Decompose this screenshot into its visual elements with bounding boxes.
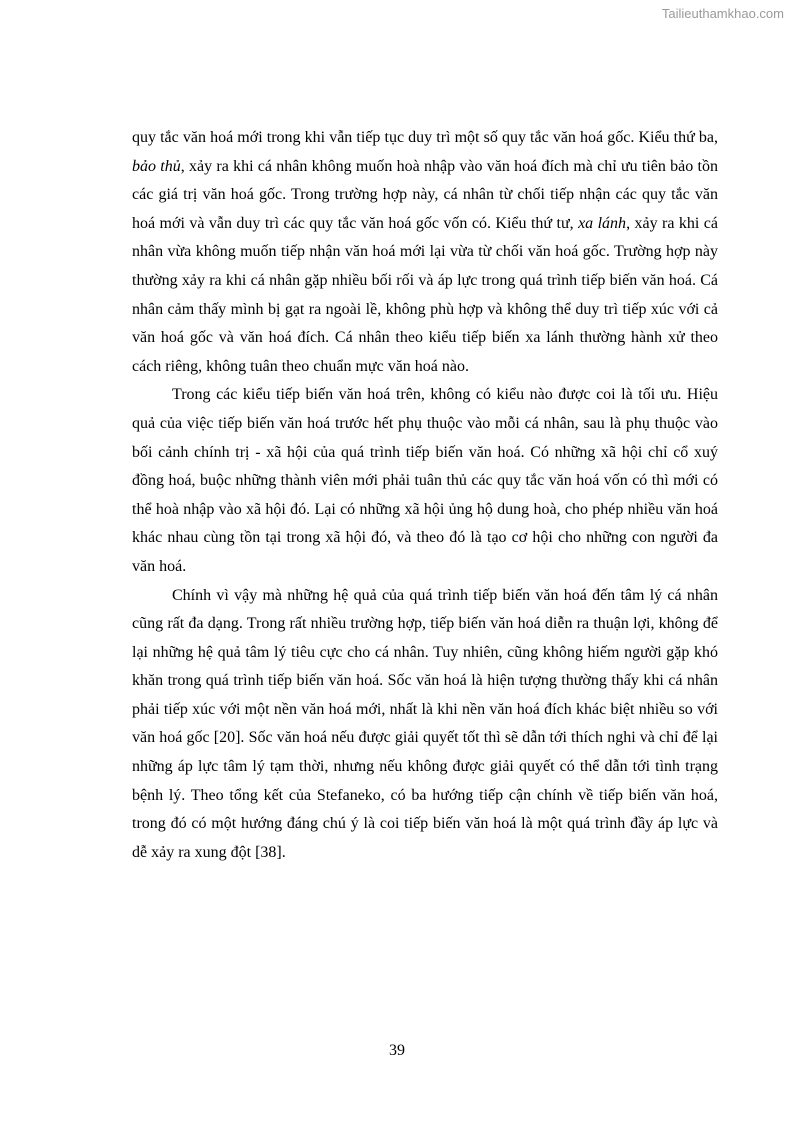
italic-term: xa lánh — [578, 214, 627, 232]
text-run: , xảy ra khi cá nhân vừa không muốn tiếp nhận văn hoá mới lại vừa từ chối văn hoá gốc. Trường hợp này thường xảy ra khi cá nhân gặp nhiều bối rối và áp lực trong quá trình tiếp biến văn hoá. Cá nhân cảm thấy mình bị gạt ra ngoài lề, không phù hợp và không thể duy trì tiếp xúc với cả văn hoá gốc và văn hoá đích. Cá nhân theo kiểu tiếp biến xa lánh thường hành xử theo cách riêng, không tuân theo chuẩn mực văn hoá nào. — [132, 214, 719, 375]
text-run: Chính vì vậy mà những hệ quả của quá trình tiếp biến văn hoá đến tâm lý cá nhân cũng rất đa dạng. Trong rất nhiều trường hợp, tiếp biến văn hoá diễn ra thuận lợi, không để lại những hệ quả tâm lý tiêu cực cho cá nhân. Tuy nhiên, cũng không hiếm người gặp khó khăn trong quá trình tiếp biến văn hoá. Sốc văn hoá là hiện tượng thường thấy khi cá nhân phải tiếp xúc với một nền văn hoá mới, nhất là khi nền văn hoá đích khác biệt nhiều so với văn hoá gốc [20]. Sốc văn hoá nếu được giải quyết tốt thì sẽ dẫn tới thích nghi và chỉ để lại những áp lực tâm lý tạm thời, nhưng nếu không được giải quyết có thể dẫn tới tình trạng bệnh lý. Theo tổng kết của Stefaneko, có ba hướng tiếp cận chính về tiếp biến văn hoá, trong đó có một hướng đáng chú ý là coi tiếp biến văn hoá là một quá trình đầy áp lực và dễ xảy ra xung đột [38]. — [132, 586, 718, 861]
paragraph — [132, 381, 718, 581]
paragraph — [132, 124, 718, 381]
text-run: Trong các kiểu tiếp biến văn hoá trên, không có kiểu nào được coi là tối ưu. Hiệu quả của việc tiếp biến văn hoá trước hết phụ thuộc vào mỗi cá nhân, sau là phụ thuộc vào bối cảnh chính trị - xã hội của quá trình tiếp biến văn hoá. Có những xã hội chỉ cổ xuý đồng hoá, buộc những thành viên mới phải tuân thủ các quy tắc văn hoá vốn có thì mới có thể hoà nhập vào xã hội đó. Lại có những xã hội ủng hộ dung hoà, cho phép nhiều văn hoá khác nhau cùng tồn tại trong xã hội đó, và theo đó là tạo cơ hội cho những con người đa văn hoá. — [132, 386, 718, 575]
page-number: 39 — [389, 1042, 405, 1059]
italic-term: bảo thủ — [132, 157, 181, 175]
paragraph — [132, 582, 718, 868]
text-run: quy tắc văn hoá mới trong khi vẫn tiếp tục duy trì một số quy tắc văn hoá gốc. Kiểu thứ ba, — [132, 129, 718, 146]
document-body — [132, 124, 718, 867]
text-run: , xảy ra khi cá nhân không muốn hoà nhập vào văn hoá đích mà chỉ ưu tiên bảo tồn các giá trị văn hoá gốc. Trong trường hợp này, cá nhân từ chối tiếp nhận các quy tắc văn hoá mới và vẫn duy trì các quy tắc văn hoá gốc vốn có. Kiểu thứ tư, — [132, 157, 718, 232]
watermark: Tailieuthamkhao.com — [661, 6, 784, 21]
